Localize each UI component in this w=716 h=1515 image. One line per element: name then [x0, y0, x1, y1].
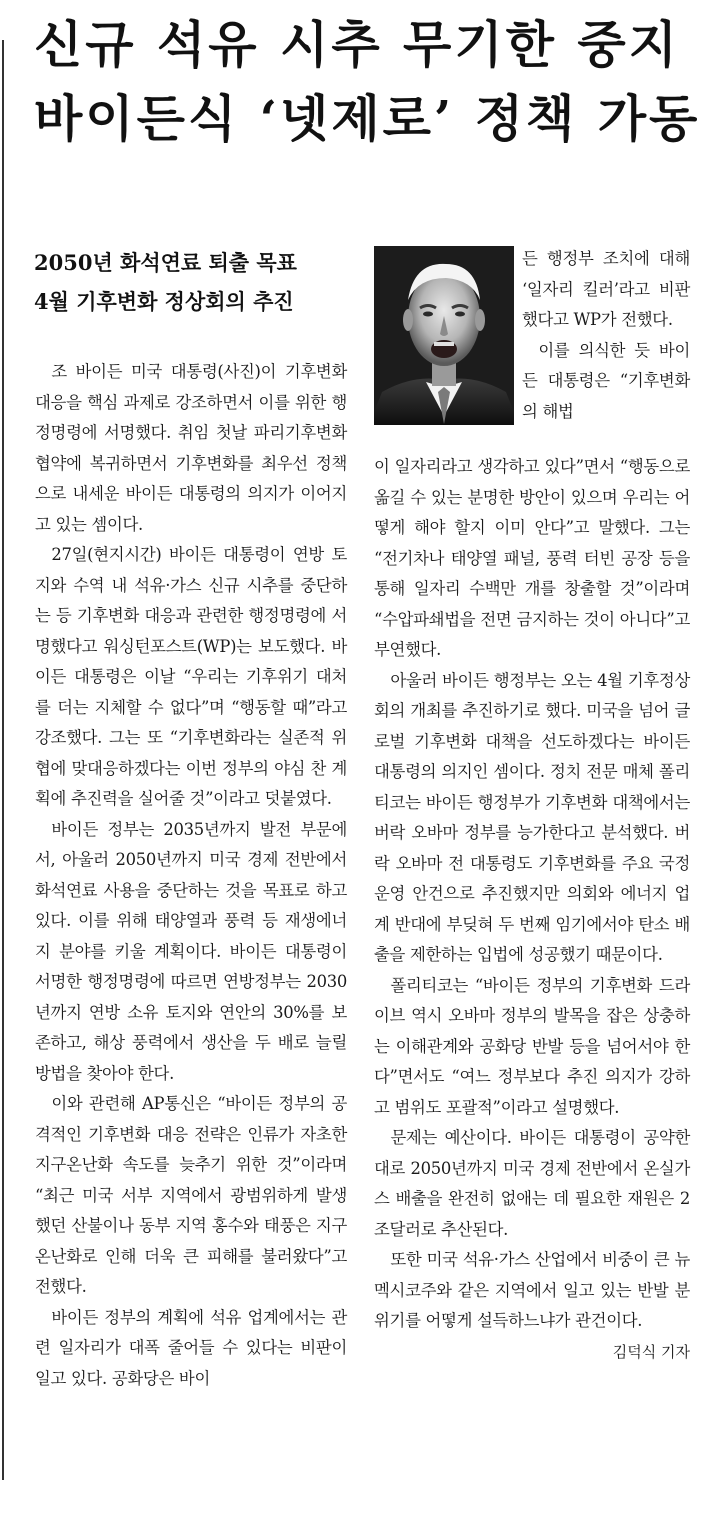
article-body-right-column-top — [522, 244, 690, 427]
paragraph-text: 또한 미국 석유·가스 산업에서 비중이 큰 뉴멕시코주와 같은 지역에서 일고 있는 반발 분위기를 어떻게 설득하느냐가 관건이다. — [374, 1250, 690, 1330]
article-body-right-column — [374, 452, 690, 1367]
paragraph — [374, 1245, 690, 1361]
subheadline-line-2: 4월 기후변화 정상회의 추진 — [34, 289, 294, 314]
paragraph: 문제는 예산이다. 바이든 대통령이 공약한 대로 2050년까지 미국 경제 전반에서 온실가스 배출을 완전히 없애는 데 필요한 재원은 2조달러로 추산된다. — [374, 1128, 690, 1239]
byline: 김덕식 기자 — [612, 1342, 690, 1361]
paragraph: 조 바이든 미국 대통령(사진)이 기후변화 대응을 핵심 과제로 강조하면서 이를 위한 행정명령에 서명했다. 취임 첫날 파리기후변화협약에 복귀하면서 기후변화를 최우선 정책으로 내세운 바이든 대통령의 의지가 이어지고 있는 셈이다. — [35, 362, 347, 534]
paragraph: 이와 관련해 AP통신은 “바이든 정부의 공격적인 기후변화 대응 전략은 인류가 자초한 지구온난화 속도를 늦추기 위한 것”이라며 “최근 미국 서부 지역에서 광범위하게 발생했던 산불이나 동부 지역 홍수와 태풍은 지구온난화로 인해 더욱 큰 피해를 불러왔다”고 전했다. — [35, 1094, 347, 1296]
paragraph: 이를 의식한 듯 바이든 대통령은 “기후변화의 해법 — [522, 340, 690, 421]
paragraph: 아울러 바이든 행정부는 오는 4월 기후정상회의 개최를 추진하기로 했다. 미국을 넘어 글로벌 기후변화 대책을 선도하겠다는 바이든 대통령의 의지인 셈이다. 정치 전문 매체 폴리티코는 바이든 행정부가 기후변화 대책에서는 버락 오바마 정부를 능가한다고 분석했다. 버락 오바마 전 대통령도 기후변화를 주요 국정 운영 안건으로 추진했지만 의회와 에너지 업계 반대에 부딪혀 두 번째 임기에서야 탄소 배출을 제한하는 입법에 성공했기 때문이다. — [374, 670, 690, 964]
paragraph: 이 일자리라고 생각하고 있다”면서 “행동으로 옮길 수 있는 분명한 방안이 있으며 우리는 어떻게 해야 할지 이미 안다”고 말했다. 그는 “전기차나 태양열 패널, 풍력 터빈 공장 등을 통해 일자리 수백만 개를 창출할 것”이라며 “수압파쇄법을 전면 금지하는 것이 아니다”고 부연했다. — [374, 457, 690, 659]
headline-line-2: 바이든식 ‘넷제로’ 정책 가동 — [34, 89, 701, 148]
article-body-left-column — [35, 357, 347, 1394]
biden-portrait-photo — [374, 246, 514, 425]
subheadline — [34, 243, 354, 321]
left-margin-rule — [2, 40, 4, 1480]
paragraph: 바이든 정부는 2035년까지 발전 부문에서, 아울러 2050년까지 미국 경제 전반에서 화석연료 사용을 중단하는 것을 목표로 하고 있다. 이를 위해 태양열과 풍력 등 재생에너지 분야를 키울 계획이다. 바이든 대통령이 서명한 행정명령에 따르면 연방정부는 2030년까지 연방 소유 토지와 연안의 30%를 보존하고, 해상 풍력에서 생산을 두 배로 늘릴 방법을 찾아야 한다. — [35, 819, 347, 1083]
portrait-illustration — [374, 246, 514, 425]
paragraph: 폴리티코는 “바이든 정부의 기후변화 드라이브 역시 오바마 정부의 발목을 잡은 상충하는 이해관계와 공화당 반발 등을 넘어서야 한다”면서도 “여느 정부보다 추진 의지가 강하고 범위도 포괄적”이라고 설명했다. — [374, 975, 690, 1117]
paragraph: 든 행정부 조치에 대해 ‘일자리 킬러’라고 비판했다고 WP가 전했다. — [522, 249, 690, 329]
headline-line-1: 신규 석유 시추 무기한 중지 — [34, 15, 680, 74]
subheadline-line-1: 2050년 화석연료 퇴출 목표 — [34, 250, 297, 275]
headline — [34, 8, 714, 156]
paragraph: 27일(현지시간) 바이든 대통령이 연방 토지와 수역 내 석유·가스 신규 시추를 중단하는 등 기후변화 대응과 관련한 행정명령에 서명했다고 워싱턴포스트(WP)는 보도했다. 바이든 대통령은 이날 “우리는 기후위기 대처를 더는 지체할 수 없다”며 “행동할 때”라고 강조했다. 그는 또 “기후변화라는 실존적 위협에 맞대응하겠다는 이번 정부의 야심 찬 계획에 추진력을 실어줄 것”이라고 덧붙였다. — [35, 545, 347, 808]
paragraph: 바이든 정부의 계획에 석유 업계에서는 관련 일자리가 대폭 줄어들 수 있다는 비판이 일고 있다. 공화당은 바이 — [35, 1307, 347, 1388]
